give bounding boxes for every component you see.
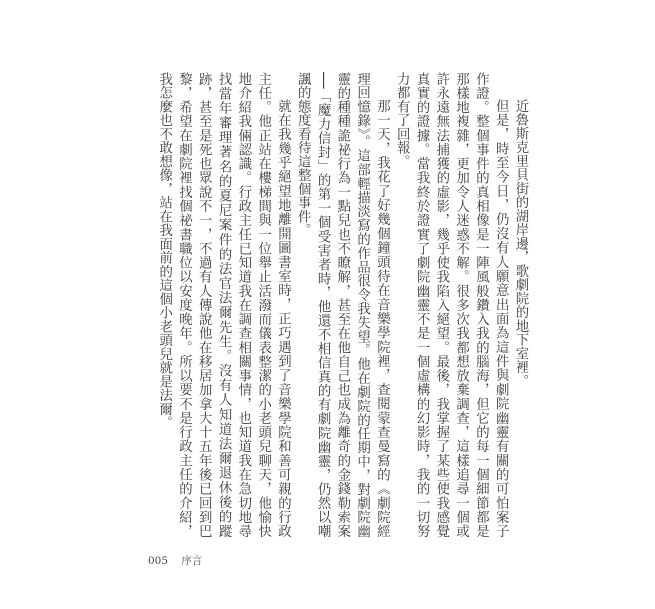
paragraph-1: 近魯斯克里貝街的湖岸邊，歌劇院的地下室裡。 bbox=[513, 98, 528, 388]
paragraph-4: 就在我幾乎絕望地離開圖書室時，正巧遇到了音樂學院和善可親的行政主任。他正站在樓梯間與一位舉止活潑而儀表整潔的小老頭兒聊天，他愉快地介紹我倆認識。行政主任已知道我在調查相關事情，也知道我在急切地尋找當年審理著名的夏尼案件的法官法爾先生。沒有人知道法爾退休後的蹤跡，甚至是死也眾說不一，不過有人傳說他在移居加拿大十五年後已回到巴黎，希望在劇院裡找個祕書職位以安度晚年。所以要不是行政主任的介紹，我怎麼也不敢想像，站在我面前的這個小老頭兒就是法爾。 bbox=[156, 72, 291, 538]
body-text bbox=[126, 72, 530, 538]
paragraph-2: 但是，時至今日，仍沒有人願意出面為這件與劇院幽靈有關的可怕案子作證。整個事件的真相像是一陣風般鑽入我的腦海，但它的每一個細節都是那樣地複雜，更加令人迷惑不解。很多次我都想放棄調查，這樣追尋一個或許永遠無法捕獲的虛影，幾乎使我陷入絕望。最後，我掌握了某些使我感覺真實的證據。當我終於證實了劇院幽靈不是一個虛構的幻影時，我的一切努力都有了回報。 bbox=[394, 72, 509, 538]
section-title: 序言 bbox=[181, 555, 203, 567]
page-number: 005 bbox=[148, 555, 169, 567]
page-footer bbox=[148, 553, 202, 568]
paragraph-3: 那一天，我花了好幾個鐘頭待在音樂學院裡，查閱蒙查曼寫的《劇院經理回憶錄》。這部輕描淡寫的作品很令我失望。他在劇院的任期中，對劇院幽靈的種種詭祕行為一點兒也不瞭解，甚至在他自己也成為離奇的金錢勒索案──「魔力信封」的第一個受害者時，他還不相信真的有劇院幽靈，仍然以嘲諷的態度看待這整個事件。 bbox=[295, 72, 390, 538]
